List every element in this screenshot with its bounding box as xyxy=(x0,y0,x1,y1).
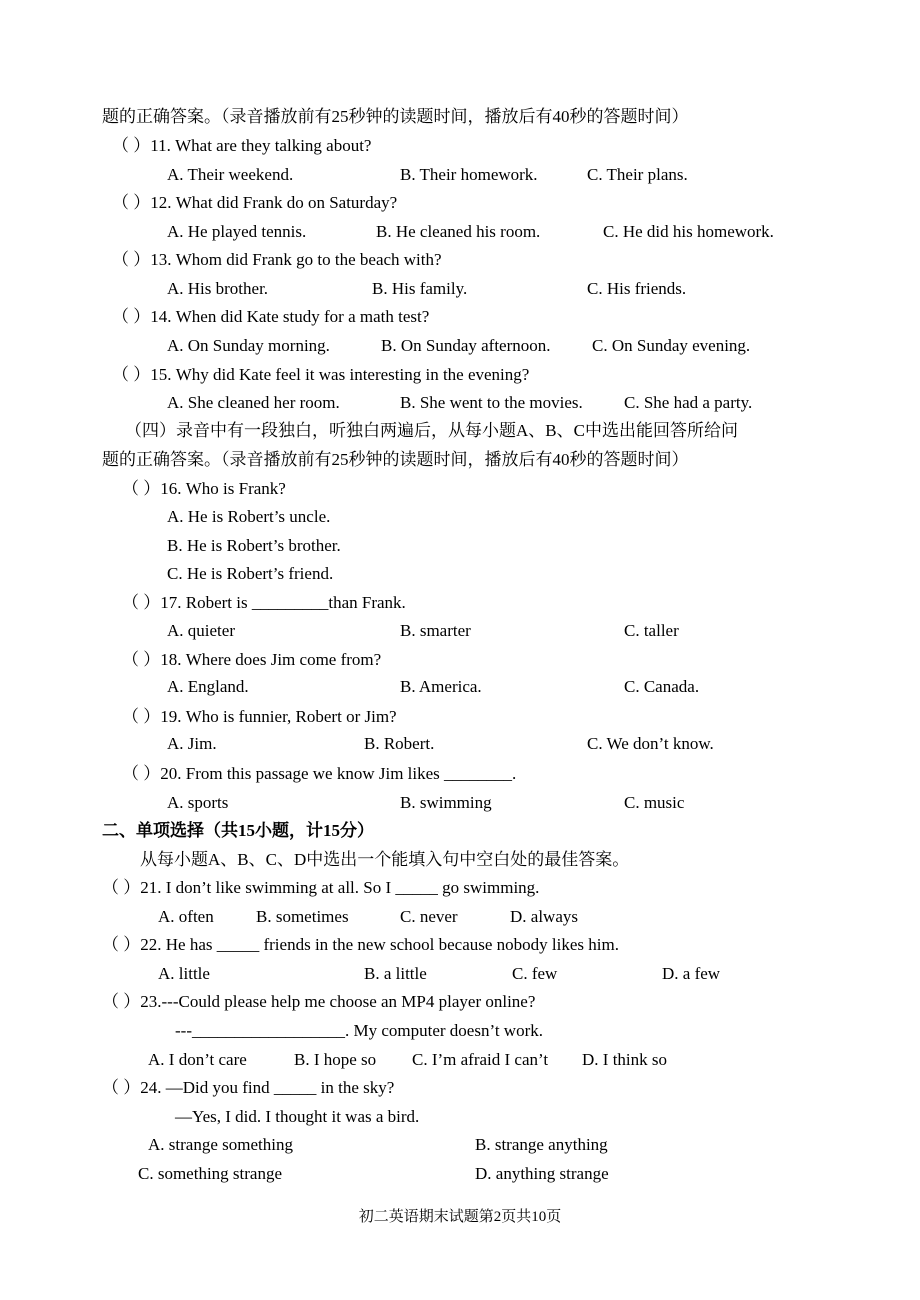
q14-option-c: C. On Sunday evening. xyxy=(592,336,751,355)
question-21: （ ）21. I don’t like swimming at all. So I _____ go swimming. xyxy=(102,878,540,897)
q15-option-a: A. She cleaned her room. xyxy=(167,393,340,412)
question-22: （ ）22. He has _____ friends in the new school because nobody likes him. xyxy=(102,935,619,954)
question-24: （ ）24. —Did you find _____ in the sky? xyxy=(102,1078,395,1097)
section-note: 题的正确答案。（录音播放前有25秒钟的读题时间，播放后有40秒的答题时间） xyxy=(102,107,689,126)
q14-option-a: A. On Sunday morning. xyxy=(167,336,330,355)
q21-option-c: C. never xyxy=(400,907,458,926)
question-11: （ ）11. What are they talking about? xyxy=(112,136,372,155)
q13-option-c: C. His friends. xyxy=(587,279,687,298)
q21-option-b: B. sometimes xyxy=(256,907,349,926)
question-12: （ ）12. What did Frank do on Saturday? xyxy=(112,193,398,212)
q12-option-b: B. He cleaned his room. xyxy=(376,222,541,241)
q22-option-b: B. a little xyxy=(364,964,427,983)
q23-option-a: A. I don’t care xyxy=(148,1050,247,1069)
q13-option-b: B. His family. xyxy=(372,279,468,298)
q23-option-d: D. I think so xyxy=(582,1050,667,1069)
question-23: （ ）23.---Could please help me choose an MP4 player online? xyxy=(102,992,536,1011)
q24-option-a: A. strange something xyxy=(148,1135,293,1154)
q19-option-c: C. We don’t know. xyxy=(587,734,714,753)
q20-option-c: C. music xyxy=(624,793,685,812)
section-4-note: 题的正确答案。（录音播放前有25秒钟的读题时间，播放后有40秒的答题时间） xyxy=(102,450,689,469)
question-15: （ ）15. Why did Kate feel it was interesting in the evening? xyxy=(112,365,530,384)
question-17: （ ）17. Robert is _________than Frank. xyxy=(122,593,406,612)
q18-option-b: B. America. xyxy=(400,677,482,696)
q20-option-a: A. sports xyxy=(167,793,229,812)
q19-option-a: A. Jim. xyxy=(167,734,217,753)
q11-option-a: A. Their weekend. xyxy=(167,165,294,184)
q22-option-c: C. few xyxy=(512,964,558,983)
question-16: （ ）16. Who is Frank? xyxy=(122,479,286,498)
part-2-instruction: 从每小题A、B、C、D中选出一个能填入句中空白处的最佳答案。 xyxy=(140,850,630,869)
question-19: （ ）19. Who is funnier, Robert or Jim? xyxy=(122,707,397,726)
q23-option-c: C. I’m afraid I can’t xyxy=(412,1050,549,1069)
q15-option-b: B. She went to the movies. xyxy=(400,393,583,412)
q24-option-b: B. strange anything xyxy=(475,1135,608,1154)
q11-option-b: B. Their homework. xyxy=(400,165,538,184)
q21-option-d: D. always xyxy=(510,907,578,926)
question-18: （ ）18. Where does Jim come from? xyxy=(122,650,382,669)
q22-option-a: A. little xyxy=(158,964,210,983)
q16-option-c: C. He is Robert’s friend. xyxy=(167,564,334,583)
q17-option-b: B. smarter xyxy=(400,621,471,640)
q13-option-a: A. His brother. xyxy=(167,279,269,298)
q21-option-a: A. often xyxy=(158,907,214,926)
section-4-intro: （四）录音中有一段独白，听独白两遍后，从每小题A、B、C中选出能回答所给问 xyxy=(125,421,738,440)
q22-option-d: D. a few xyxy=(662,964,721,983)
q15-option-c: C. She had a party. xyxy=(624,393,753,412)
q19-option-b: B. Robert. xyxy=(364,734,435,753)
question-23-reply: ---__________________. My computer doesn’t work. xyxy=(175,1021,543,1040)
part-2-heading: 二、单项选择（共15小题，计15分） xyxy=(102,821,374,840)
q24-option-d: D. anything strange xyxy=(475,1164,609,1183)
q18-option-a: A. England. xyxy=(167,677,249,696)
q18-option-c: C. Canada. xyxy=(624,677,700,696)
q24-option-c: C. something strange xyxy=(138,1164,283,1183)
q16-option-a: A. He is Robert’s uncle. xyxy=(167,507,331,526)
question-20: （ ）20. From this passage we know Jim likes ________. xyxy=(122,764,517,783)
question-24-reply: —Yes, I did. I thought it was a bird. xyxy=(175,1107,420,1126)
q14-option-b: B. On Sunday afternoon. xyxy=(381,336,551,355)
q11-option-c: C. Their plans. xyxy=(587,165,688,184)
q12-option-c: C. He did his homework. xyxy=(603,222,774,241)
q17-option-a: A. quieter xyxy=(167,621,235,640)
q17-option-c: C. taller xyxy=(624,621,679,640)
question-13: （ ）13. Whom did Frank go to the beach with? xyxy=(112,250,442,269)
page-footer: 初二英语期末试题第2页共10页 xyxy=(358,1209,562,1225)
q12-option-a: A. He played tennis. xyxy=(167,222,307,241)
q23-option-b: B. I hope so xyxy=(294,1050,377,1069)
q16-option-b: B. He is Robert’s brother. xyxy=(167,536,341,555)
question-14: （ ）14. When did Kate study for a math test? xyxy=(112,307,430,326)
q20-option-b: B. swimming xyxy=(400,793,492,812)
